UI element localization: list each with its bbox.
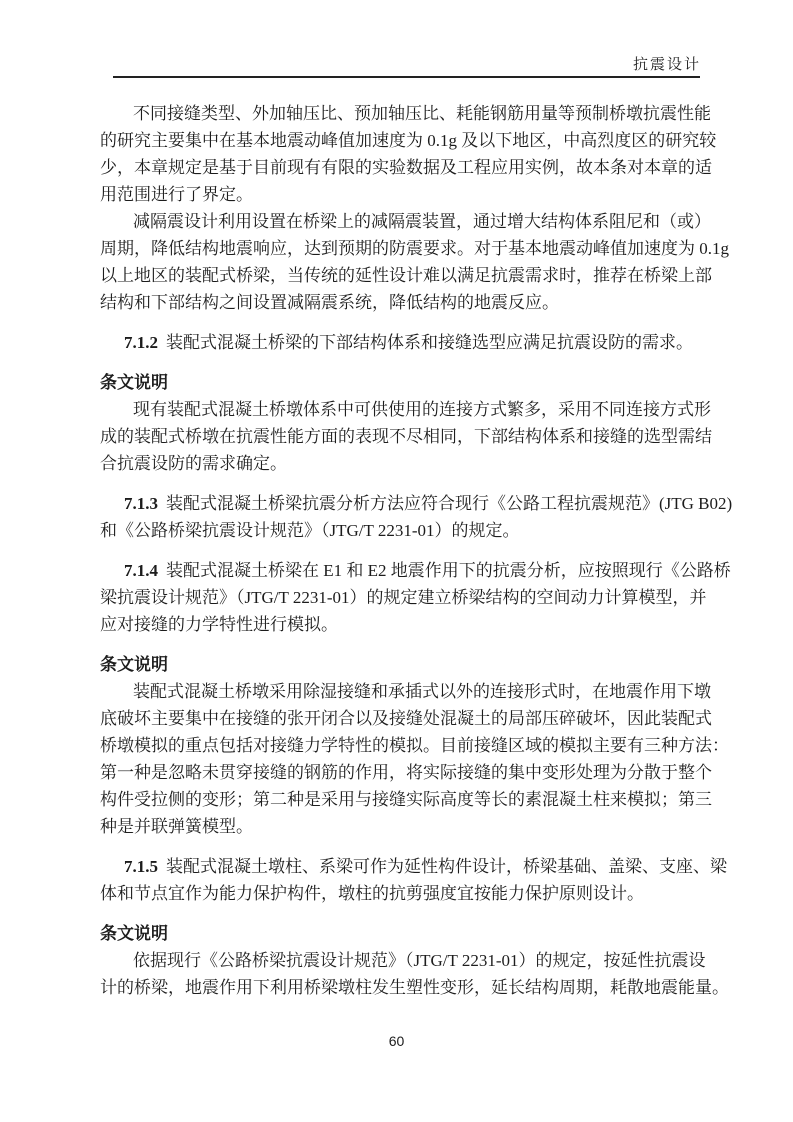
clause-number: 7.1.3 [124,494,158,513]
text-line: 7.1.2 装配式混凝土桥梁的下部结构体系和接缝选型应满足抗震设防的需求。 [124,333,693,352]
body-paragraph-isolation [100,208,729,316]
text-line: 周期，降低结构地震响应，达到预期的防震要求。对于基本地震动峰值加速度为 0.1g [100,239,729,258]
text-line: 桥墩模拟的重点包括对接缝力学特性的模拟。目前接缝区域的模拟主要有三种方法： [100,736,729,755]
commentary-paragraph-3 [100,947,729,1001]
clause-number: 7.1.4 [124,561,158,580]
document-content [100,100,733,1001]
commentary-paragraph-2 [100,678,729,840]
commentary-label-2: 条文说明 [100,655,168,674]
clause-7-1-2 [100,329,704,356]
clause-number: 7.1.5 [124,857,158,876]
text-line: 7.1.5 装配式混凝土墩柱、系梁可作为延性构件设计，桥梁基础、盖梁、支座、梁 [124,857,727,876]
text-line: 少，本章规定是基于目前现有有限的实验数据及工程应用实例，故本条对本章的适 [100,158,712,177]
text-line: 和《公路桥梁抗震设计规范》（JTG/T 2231-01）的规定。 [100,521,520,540]
commentary-paragraph-1 [100,396,712,477]
header-rule [113,76,700,78]
text-line: 应对接缝的力学特性进行模拟。 [100,615,338,634]
text-line: 依据现行《公路桥梁抗震设计规范》（JTG/T 2231-01）的规定，按延性抗震设 [133,951,706,970]
text-line: 第一种是忽略未贯穿接缝的钢筋的作用，将实际接缝的集中变形处理为分散于整个 [100,763,712,782]
text-line: 结构和下部结构之间设置减隔震系统，降低结构的地震反应。 [100,293,559,312]
page-header-title: 抗震设计 [632,57,701,73]
text-line: 构件受拉侧的变形；第二种是采用与接缝实际高度等长的素混凝土柱来模拟；第三 [100,790,712,809]
text-line: 以上地区的装配式桥梁，当传统的延性设计难以满足抗震需求时，推荐在桥梁上部 [100,266,712,285]
text-line: 合抗震设防的需求确定。 [100,454,287,473]
text-line: 成的装配式桥墩在抗震性能方面的表现不尽相同，下部结构体系和接缝的选型需结 [100,427,712,446]
clause-7-1-5 [100,853,727,907]
commentary-label-1: 条文说明 [100,373,168,392]
clause-number: 7.1.2 [124,333,158,352]
text-line: 种是并联弹簧模型。 [100,817,253,836]
clause-7-1-3 [100,490,733,544]
text-line: 底破坏主要集中在接缝的张开闭合以及接缝处混凝土的局部压碎破坏，因此装配式 [100,709,712,728]
clause-7-1-4 [100,557,731,638]
text-line: 不同接缝类型、外加轴压比、预加轴压比、耗能钢筋用量等预制桥墩抗震性能 [133,104,711,123]
text-line: 装配式混凝土桥墩采用除湿接缝和承插式以外的连接形式时，在地震作用下墩 [133,682,711,701]
text-line: 7.1.4 装配式混凝土桥梁在 E1 和 E2 地震作用下的抗震分析，应按照现行《公路桥 [124,561,731,580]
commentary-label-3: 条文说明 [100,924,168,943]
text-line: 减隔震设计利用设置在桥梁上的减隔震装置，通过增大结构体系阻尼和（或） [133,212,711,231]
text-line: 7.1.3 装配式混凝土桥梁抗震分析方法应符合现行《公路工程抗震规范》(JTG B02) [124,494,733,513]
text-line: 用范围进行了界定。 [100,185,253,204]
text-line: 现有装配式混凝土桥墩体系中可供使用的连接方式繁多，采用不同连接方式形 [133,400,711,419]
body-paragraph-scope [100,100,717,208]
text-line: 的研究主要集中在基本地震动峰值加速度为 0.1g 及以下地区，中高烈度区的研究较 [100,131,717,150]
text-line: 体和节点宜作为能力保护构件，墩柱的抗剪强度宜按能力保护原则设计。 [100,884,644,903]
text-line: 计的桥梁，地震作用下利用桥梁墩柱发生塑性变形，延长结构周期，耗散地震能量。 [100,978,729,997]
text-line: 梁抗震设计规范》（JTG/T 2231-01）的规定建立桥梁结构的空间动力计算模型，并 [100,588,707,607]
page-number: 60 [388,1033,405,1049]
